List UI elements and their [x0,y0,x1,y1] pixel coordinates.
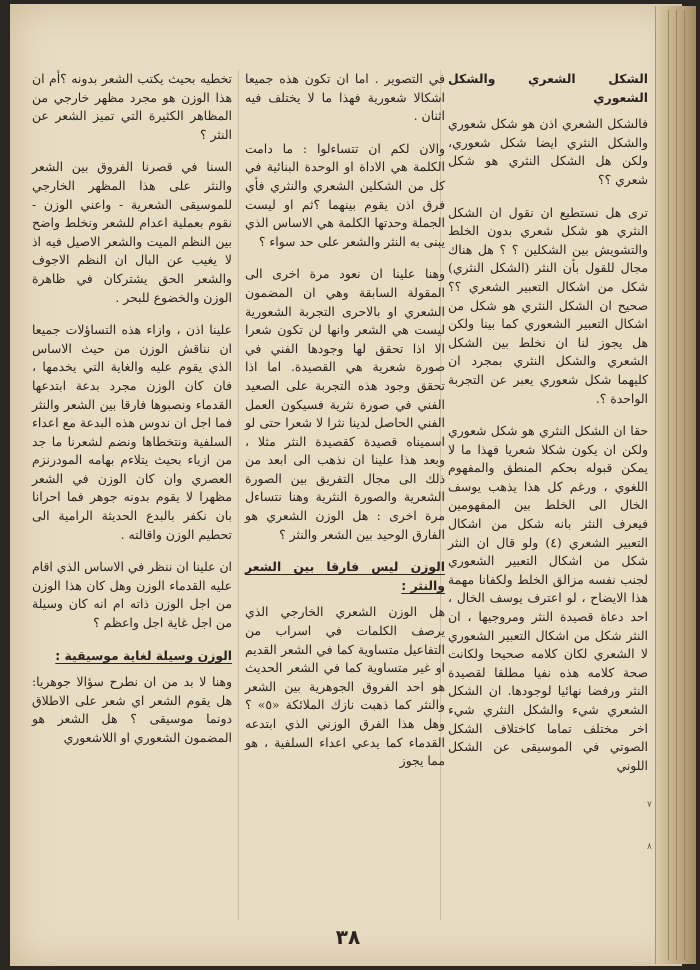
paragraph: السنا في قصرنا الفروق بين الشعر والنثر على هذا المظهر الخارجي للموسيقى الشعرية - واعني الوزن - نقوم بعملية اعدام للشعر ونخلط واضح بين النظم الميت والشعر الاصيل فيه اذ لا يغيب عن البال ان النظم الاجوف والشعر الحق يشتركان في ظاهرة الوزن والخضوع للبحر . [32,159,232,305]
section-heading: الشكل الشعري والشكل الشعوري [448,71,648,105]
page-edge-line [676,10,677,960]
paragraph: هل الوزن الشعري الخارجي الذي يرصف الكلمات في اسراب من التفاعيل متساوية كما في الشعر القديم او غير متساوية كما في الشعر الحديث هو احد الفروق الجوهرية بين الشعر والنثر كما ذهبت نازك الملائكة «٥» ؟ وهل هذا الفرق الوزني الذي ابتدعه القدماء كما يدعي اعداء السلفية ، هو مما يجوز [245,604,445,769]
paragraph: علينا اذن ، وازاء هذه التساؤلات جميعا ان نناقش الوزن من حيث الاساس الذي يقوم عليه والغاية التي يخدمها ، فان كان الوزن مجرد بدعة ابتدعها القدماء ونصبوها فارقا بين الشعر والنثر فما اجل ان ندوس هذه البدعة مع اعداء السلفية ونتخطاها ونضم لشعرنا ما جد من ازياء بحيث يتلاءم بهامه المودرنزم العصري وان كان الوزن في الشعر مظهرا لا يقوم بدونه جوهر فما احرانا بان نكفر بالبدع الحديثة الرامية الى تحطيم الوزن واقالته . [32,322,232,542]
margin-mark: ٧ [647,800,652,810]
paragraph: والان لكم ان تتساءلوا : ما دامت الكلمة هي الاداة او الوحدة البنائية في كل من الشكلين الشعري والنثري فأي فرق اذن يقوم بينهما ؟ثم او ليست الجملة وحدتها الكلمة هي الاساس الذي يبنى به النثر والشعر على حد سواء ؟ [245,140,445,249]
paragraph: ان علينا ان ننظر في الاساس الذي اقام عليه القدماء الوزن وهل كان هذا الوزن من اجل الوزن ذاته ام انه كان وسيلة من اجل غاية اجل واعظم ؟ [32,559,232,631]
paragraph: حقا ان الشكل النثري هو شكل شعوري ولكن ان يكون شكلا شعريا فهذا ما لا يمكن قبوله بحكم المنطق والمفهوم اللغوي ، ورغم كل هذا يذهب يوسف الخال الى الخلط بين المفهومين فيعرف النثر بانه شكل من اشكال التعبير الشعري (٤) ولو قال ان النثر شكل من اشكال التعبير الشعوري لجنب نفسه مزالق الخلط ولكفانا مهمة هذا الايضاح ، لو اعترف يوسف الخال ، احد دعاة قصيدة النثر ومروجيها ، ان النثر شكل من اشكال التعبير الشعوري لا الشعري لكان كلامه صحيحا ولكانت صحة كلامه هذه نفيا مطلقا لقصيدة النثر ورفضا نهائيا لوجودها. ان الشكل الشعري شيء والشكل النثري شيء اخر مختلف تماما كاختلاف الشكل الصوتي في الموسيقى عن الشكل اللوني [448,423,648,773]
left-column [32,70,232,762]
margin-mark: ٨ [647,842,652,852]
page-edge-line [668,10,669,960]
paragraph: ترى هل نستطيع ان نقول ان الشكل النثري هو شكل شعري بدون الخلط والتشويش بين الشكلين ؟ ؟ هل هناك مجال للقول بأن النثر (الشكل النثري) شكل من اشكال التعبير الشعري ؟؟ صحيح ان الشكل النثري هو شكل من اشكال التعبير الشعوري كما بينا ولكن هل يجوز لنا ان نخلط بين الشكل الشعري والشكل النثري بمجرد ان كليهما شكل شعوري يعبر عن التجربة الواحدة ؟. [448,204,648,406]
paragraph: فالشكل الشعري اذن هو شكل شعوري والشكل النثري ايضا شكل شعوري، ولكن هل الشكل النثري هو شكل شعري ؟؟ [448,116,648,187]
paragraph: وهنا علينا ان نعود مرة اخرى الى المقولة السابقة وهي ان المضمون الشعري او بالاحرى التجربة الشعورية ليست هي الشعر وانها لن تكون شعرا الا اذا تحقق لها وجودها الفني في صورة شعرية هي القصيدة. اما اذا تحقق وجود هذه التجربة على الصعيد الفني في صورة نثرية فسيكون العمل الفني الحاصل لدينا نثرا لا شعرا حتى لو اسميناه قصيدة كقصيدة النثر مثلا ، وبعد هذا علينا ان نذهب الى ابعد من ذلك الى مجال التفريق بين الصورة الشعرية والصورة النثرية وهنا نتساءل مرة اخرى : هل الوزن الشعري هو الفارق الوحيد بين الشعر والنثر ؟ [245,266,445,542]
page-number: ٣٨ [335,925,361,949]
paragraph: تخطيه بحيث يكتب الشعر بدونه ؟أم ان هذا الوزن هو مجرد مظهر خارجي من المظاهر الكثيرة التي تميز الشعر عن النثر ؟ [32,71,232,142]
paragraph: في التصوير . اما ان تكون هذه جميعا اشكالا شعورية فهذا ما لا يختلف فيه اثنان . [245,71,445,124]
right-column [448,70,648,789]
section-heading: الوزن وسيلة لغاية موسيقية : [55,647,232,663]
middle-column [245,70,445,785]
column-divider [238,70,239,920]
page-edge-line [684,10,685,960]
section-heading: الوزن ليس فارقا بين الشعر والنثر : [245,559,445,593]
paragraph: وهنا لا بد من ان نطرح سؤالا جوهريا: هل يقوم الشعر اي شعر على الاطلاق دونما موسيقى ؟ هل الشعر هو المضمون الشعوري او اللاشعوري [32,674,232,745]
